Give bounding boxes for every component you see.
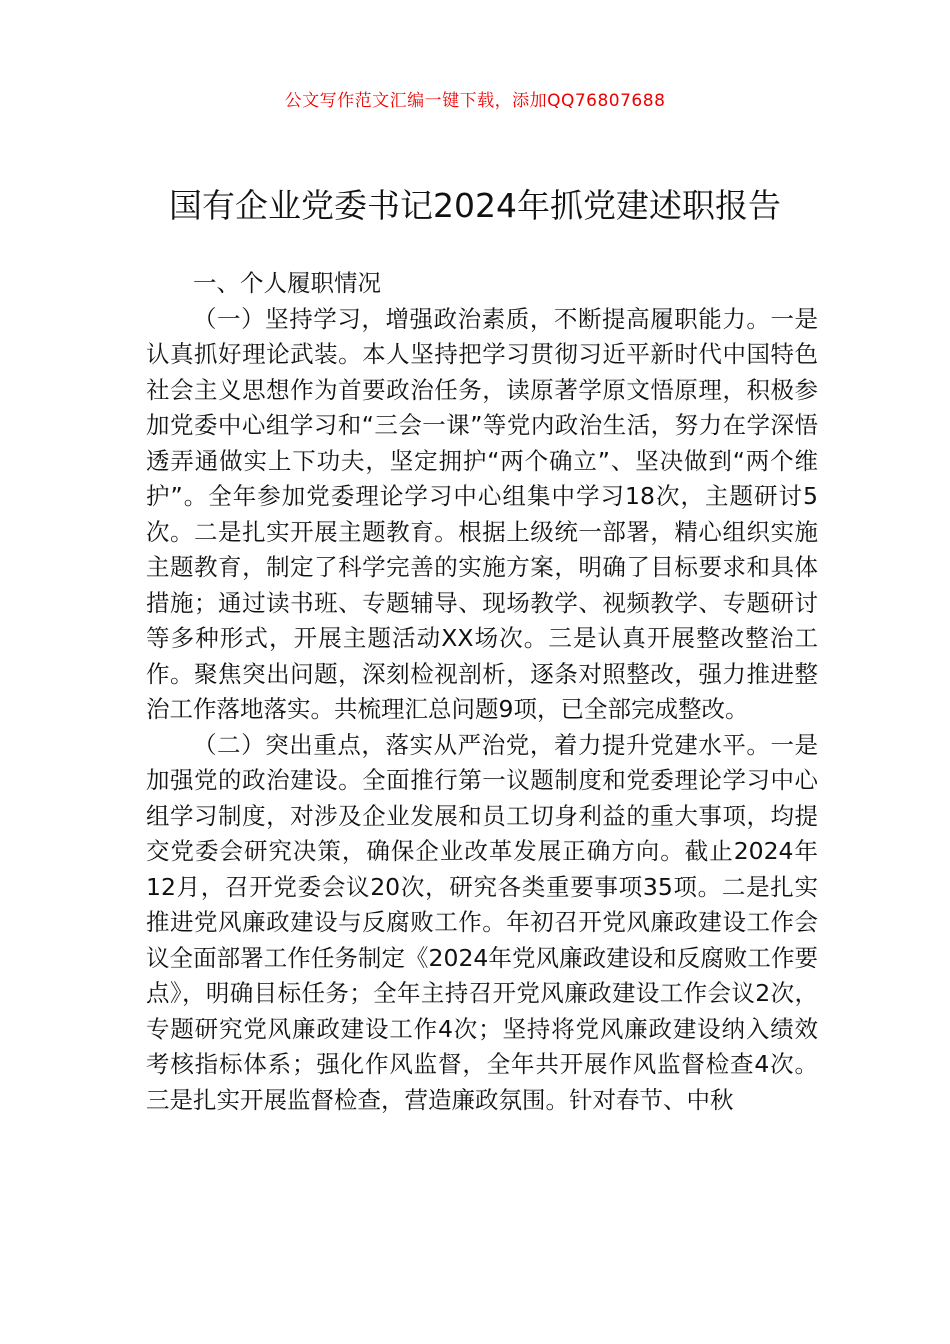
promo-banner: 公文写作范文汇编一键下载，添加QQ76807688	[284, 91, 666, 111]
section-heading: 一、个人履职情况	[193, 269, 381, 297]
document-title: 国有企业党委书记2024年抓党建述职报告	[169, 186, 781, 225]
paragraph: （二）突出重点，落实从严治党，着力提升党建水平。一是加强党的政治建设。全面推行第一议题制度和党委理论学习中心组学习制度，对涉及企业发展和员工切身利益的重大事项，均提交党委会研究决策，确保企业改革发展正确方向。截止2024年12月，召开党委会议20次，研究各类重要事项35项。二是扎实推进党风廉政建设与反腐败工作。年初召开党风廉政建设工作会议全面部署工作任务制定《2024年党风廉政建设和反腐败工作要点》，明确目标任务；全年主持召开党风廉政建设工作会议2次，专题研究党风廉政建设工作4次；坚持将党风廉政建设纳入绩效考核指标体系；强化作风监督，全年共开展作风监督检查4次。三是扎实开展监督检查，营造廉政氛围。针对春节、中秋	[146, 730, 818, 1114]
paragraph: （一）坚持学习，增强政治素质，不断提高履职能力。一是认真抓好理论武装。本人坚持把学习贯彻习近平新时代中国特色社会主义思想作为首要政治任务，读原著学原文悟原理，积极参加党委中心组学习和“三会一课”等党内政治生活，努力在学深悟透弄通做实上下功夫，坚定拥护“两个确立”、坚决做到“两个维护”。全年参加党委理论学习中心组集中学习18次，主题研讨5次。二是扎实开展主题教育。根据上级统一部署，精心组织实施主题教育，制定了科学完善的实施方案，明确了目标要求和具体措施；通过读书班、专题辅导、现场教学、视频教学、专题研讨等多种形式，开展主题活动XX场次。三是认真开展整改整治工作。聚焦突出问题，深刻检视剖析，逐条对照整改，强力推进整治工作落地落实。共梳理汇总问题9项，已全部完成整改。	[146, 304, 818, 723]
document-body	[146, 266, 818, 1118]
